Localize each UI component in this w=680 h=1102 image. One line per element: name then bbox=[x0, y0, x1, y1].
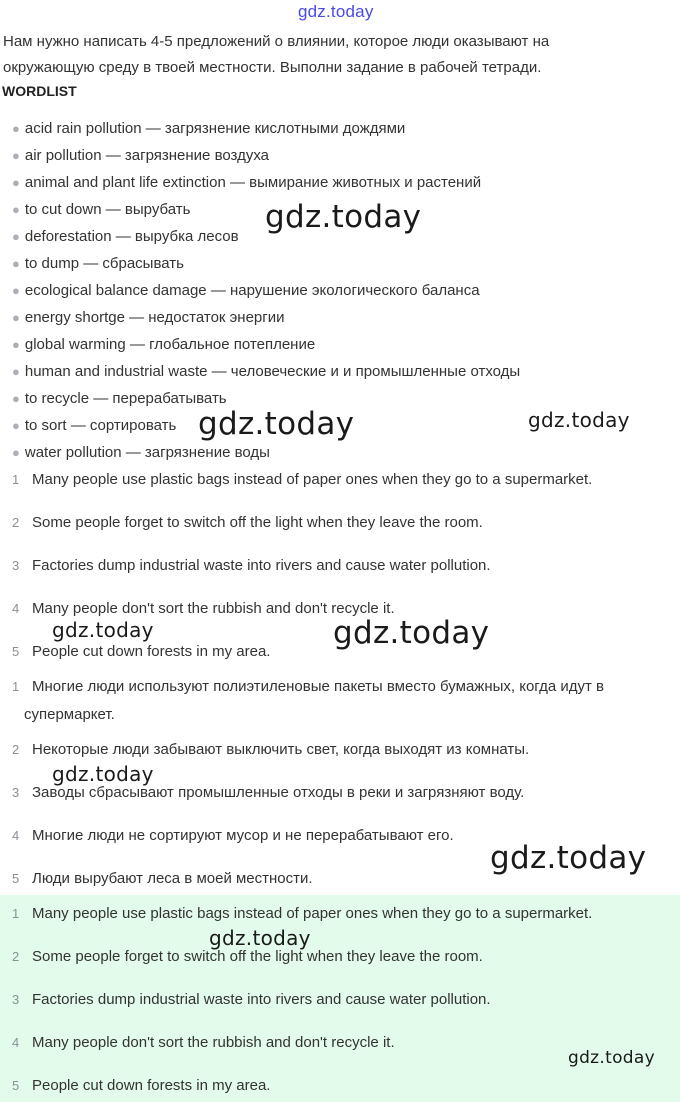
wordlist-item bbox=[12, 309, 285, 326]
watermark: gdz.today bbox=[490, 840, 647, 876]
watermark: gdz.today bbox=[568, 1048, 655, 1068]
bullet-icon: ● bbox=[12, 391, 20, 406]
sentence-number: 4 bbox=[12, 601, 20, 616]
wordlist-item bbox=[12, 363, 520, 380]
watermark: gdz.today bbox=[52, 618, 154, 642]
wordlist-item bbox=[12, 255, 184, 272]
sentence-text: Некоторые люди забывают выключить свет, когда выходят из комнаты. bbox=[32, 741, 530, 758]
wordlist-item bbox=[12, 174, 481, 191]
english-sentence bbox=[12, 514, 483, 531]
bullet-icon: ● bbox=[12, 256, 20, 271]
bullet-icon: ● bbox=[12, 364, 20, 379]
sentence-continuation: супермаркет. bbox=[24, 706, 115, 723]
sentence-text: Многие люди используют полиэтиленовые пакеты вместо бумажных, когда идут в bbox=[32, 678, 604, 695]
russian-sentence bbox=[12, 784, 524, 801]
wordlist-item-text: human and industrial waste — человеческие и и промышленные отходы bbox=[24, 363, 521, 380]
wordlist-item-text: ecological balance damage — нарушение экологического баланса bbox=[24, 282, 480, 299]
sentence-text: Заводы сбрасывают промышленные отходы в реки и загрязняют воду. bbox=[32, 784, 525, 801]
russian-sentence bbox=[12, 741, 529, 758]
wordlist-item-text: deforestation — вырубка лесов bbox=[24, 228, 239, 245]
watermark: gdz.today bbox=[528, 408, 630, 432]
sentence-text: Many people don't sort the rubbish and don't recycle it. bbox=[32, 600, 395, 617]
bullet-icon: ● bbox=[12, 148, 20, 163]
answer-sentence bbox=[12, 905, 592, 922]
wordlist-item-text: energy shortge — недостаток энергии bbox=[24, 309, 285, 326]
sentence-number: 3 bbox=[12, 992, 20, 1007]
russian-sentence bbox=[12, 870, 313, 887]
sentence-number: 5 bbox=[12, 871, 20, 886]
russian-sentence bbox=[12, 678, 604, 695]
english-sentence bbox=[12, 643, 270, 660]
wordlist-item-text: water pollution — загрязнение воды bbox=[24, 444, 270, 461]
wordlist-item-text: animal and plant life extinction — вымирание животных и растений bbox=[24, 174, 482, 191]
sentence-number: 1 bbox=[12, 906, 20, 921]
sentence-text: Some people forget to switch off the light when they leave the room. bbox=[32, 948, 483, 965]
bullet-icon: ● bbox=[12, 202, 20, 217]
watermark: gdz.today bbox=[265, 199, 422, 235]
answer-sentence bbox=[12, 1077, 270, 1094]
wordlist-item bbox=[12, 390, 227, 407]
watermark: gdz.today bbox=[333, 615, 490, 651]
answer-sentence bbox=[12, 948, 483, 965]
sentence-text: Many people use plastic bags instead of paper ones when they go to a supermarket. bbox=[32, 471, 593, 488]
wordlist-item-text: acid rain pollution — загрязнение кислотными дождями bbox=[24, 120, 406, 137]
wordlist-item bbox=[12, 201, 190, 218]
wordlist-item bbox=[12, 282, 480, 299]
bullet-icon: ● bbox=[12, 310, 20, 325]
sentence-number: 4 bbox=[12, 828, 20, 843]
bullet-icon: ● bbox=[12, 121, 20, 136]
wordlist-item bbox=[12, 120, 405, 137]
task-text-line-2: окружающую среду в твоей местности. Выполни задание в рабочей тетради. bbox=[3, 59, 542, 76]
bullet-icon: ● bbox=[12, 175, 20, 190]
watermark: gdz.today bbox=[52, 762, 154, 786]
english-sentence bbox=[12, 557, 491, 574]
sentence-number: 1 bbox=[12, 679, 20, 694]
sentence-text: People cut down forests in my area. bbox=[32, 1077, 271, 1094]
wordlist-item-text: to recycle — перерабатывать bbox=[24, 390, 227, 407]
wordlist-item bbox=[12, 228, 239, 245]
task-text-line-1: Нам нужно написать 4-5 предложений о влиянии, которое люди оказывают на bbox=[3, 33, 550, 50]
sentence-text: Многие люди не сортируют мусор и не перерабатывают его. bbox=[32, 827, 454, 844]
wordlist-item-text: air pollution — загрязнение воздуха bbox=[24, 147, 270, 164]
sentence-text: Many people use plastic bags instead of paper ones when they go to a supermarket. bbox=[32, 905, 593, 922]
sentence-number: 2 bbox=[12, 949, 20, 964]
wordlist-item bbox=[12, 444, 270, 461]
watermark: gdz.today bbox=[209, 926, 311, 950]
sentence-number: 3 bbox=[12, 785, 20, 800]
sentence-text: Factories dump industrial waste into rivers and cause water pollution. bbox=[32, 991, 491, 1008]
sentence-number: 5 bbox=[12, 644, 20, 659]
wordlist-item bbox=[12, 336, 315, 353]
sentence-number: 2 bbox=[12, 742, 20, 757]
sentence-number: 4 bbox=[12, 1035, 20, 1050]
wordlist-item-text: to cut down — вырубать bbox=[24, 201, 191, 218]
bullet-icon: ● bbox=[12, 229, 20, 244]
bullet-icon: ● bbox=[12, 445, 20, 460]
sentence-text: Many people don't sort the rubbish and don't recycle it. bbox=[32, 1034, 395, 1051]
site-watermark-top: gdz.today bbox=[298, 2, 374, 21]
sentence-text: Factories dump industrial waste into rivers and cause water pollution. bbox=[32, 557, 491, 574]
sentence-number: 5 bbox=[12, 1078, 20, 1093]
answer-sentence bbox=[12, 991, 491, 1008]
sentence-number: 2 bbox=[12, 515, 20, 530]
wordlist-item bbox=[12, 147, 269, 164]
wordlist-item-text: to sort — сортировать bbox=[24, 417, 177, 434]
sentence-number: 1 bbox=[12, 472, 20, 487]
bullet-icon: ● bbox=[12, 337, 20, 352]
bullet-icon: ● bbox=[12, 418, 20, 433]
sentence-text: People cut down forests in my area. bbox=[32, 643, 271, 660]
wordlist-item bbox=[12, 417, 176, 434]
bullet-icon: ● bbox=[12, 283, 20, 298]
sentence-text: Люди вырубают леса в моей местности. bbox=[32, 870, 313, 887]
answer-sentence bbox=[12, 1034, 395, 1051]
sentence-number: 3 bbox=[12, 558, 20, 573]
wordlist-item-text: global warming — глобальное потепление bbox=[24, 336, 316, 353]
watermark: gdz.today bbox=[198, 406, 355, 442]
russian-sentence bbox=[12, 827, 454, 844]
sentence-text: Some people forget to switch off the light when they leave the room. bbox=[32, 514, 483, 531]
english-sentence bbox=[12, 471, 592, 488]
wordlist-title: WORDLIST bbox=[2, 83, 77, 99]
wordlist-item-text: to dump — сбрасывать bbox=[24, 255, 184, 272]
